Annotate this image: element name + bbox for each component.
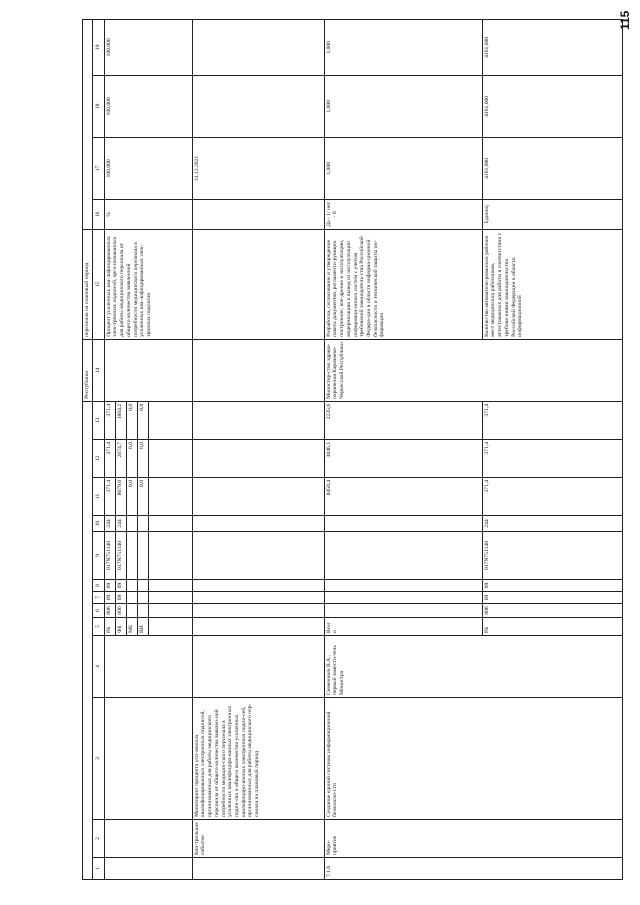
section-code: 09 xyxy=(482,592,622,604)
amount-2021: 0,0 xyxy=(126,478,137,516)
value-19: 1,000 xyxy=(324,19,482,75)
row-name: Мониторинг процента уси-ленных квалифицированных электронных подписей, организованных для работы медицинского персонала от общего количества заявлен-ной потребности медицин-ского персонала в усиленных квалифициро-ванных электронных подпи-сях и общего количества усиленных квалифициро-ванных электронных подпи-сей, организованных для работы медицинского пер-сонала на плановый период xyxy=(192,698,324,820)
column-number: 17 xyxy=(92,137,104,199)
measures-table xyxy=(82,19,623,880)
amount-2023: 0,0 xyxy=(126,401,137,439)
row-type: Меро-приятие xyxy=(324,820,622,858)
indicator-text: Разработка, согласование и утверждение пакета документов, регламенти-рующих построение, вне-дрение в эксплуатацию, модернизацию и вывод из эксплуатации информаци-онных систем с учетом требований законодатель-ства Российской Федера-ции в области информа-ционной безопасности и технической защиты ин-формации xyxy=(324,229,482,339)
source-cell: РБ xyxy=(482,618,622,636)
amount-2023: 0,0 xyxy=(137,401,148,439)
column-number: 16 xyxy=(92,199,104,229)
grbs-code: 806 xyxy=(104,604,115,618)
value-17: 4161,000 xyxy=(482,137,622,199)
column-number: 14 xyxy=(92,339,104,401)
column-number: 7 xyxy=(92,592,104,604)
amount-2022: 3046,1 xyxy=(324,440,482,478)
source-cell: ФБ xyxy=(115,618,126,636)
amount-2023: 371,4 xyxy=(482,401,622,439)
value-18: 1,000 xyxy=(324,75,482,137)
amount-2022: 2674,7 xyxy=(115,440,126,478)
expense-type-code: 244 xyxy=(115,516,126,532)
amount-2022: 0,0 xyxy=(137,440,148,478)
subsection-code: 09 xyxy=(104,580,115,592)
amount-2021: 8079,0 xyxy=(115,478,126,516)
column-number: 12 xyxy=(92,440,104,478)
value-17: 1,000 xyxy=(324,137,482,199)
amount-2023: 1864,2 xyxy=(115,401,126,439)
column-number: 18 xyxy=(92,75,104,137)
top-fragment-row xyxy=(83,19,93,879)
value-18: 100,000 xyxy=(104,75,192,137)
section-code: 09 xyxy=(115,592,126,604)
column-number: 4 xyxy=(92,636,104,698)
source-cell: Всего xyxy=(324,618,482,636)
target-article-code: 017N751140 xyxy=(482,532,622,580)
source-cell: ВИ xyxy=(137,618,148,636)
amount-2023: 2235,6 xyxy=(324,401,482,439)
amount-2021: 371,4 xyxy=(104,478,115,516)
column-number: 10 xyxy=(92,516,104,532)
amount-2022: 371,4 xyxy=(482,440,622,478)
column-number: 5 xyxy=(92,618,104,636)
value-18: 4161,000 xyxy=(482,75,622,137)
amount-2021: 8450,4 xyxy=(324,478,482,516)
source-cell: РБ xyxy=(104,618,115,636)
amount-2021: 0,0 xyxy=(137,478,148,516)
subsection-code: 09 xyxy=(115,580,126,592)
section-code: 09 xyxy=(104,592,115,604)
rotated-table-stage xyxy=(82,20,612,880)
target-article-code: 017N751140 xyxy=(104,532,115,580)
column-number: 1 xyxy=(92,858,104,880)
target-article-code: 017N751140 xyxy=(115,532,126,580)
amount-2021: 371,4 xyxy=(482,478,622,516)
row-name: Создание единой системы информационной безопасно-сти xyxy=(324,698,622,820)
fragment-col14: Республики xyxy=(83,339,93,401)
column-number: 6 xyxy=(92,604,104,618)
funding-row-rb xyxy=(104,19,115,879)
executor: Министер-ство здраво-охранения Карачаево-Черкесской Республики xyxy=(324,339,622,401)
column-numbers-row xyxy=(92,19,104,879)
value-19: 100,000 xyxy=(104,19,192,75)
amount-2022: 0,0 xyxy=(126,440,137,478)
grbs-code: 806 xyxy=(115,604,126,618)
column-number: 3 xyxy=(92,698,104,820)
responsible-person: Семенович В.А., первый замести-тель Министра xyxy=(324,636,622,698)
fragment-col15: персонала на плановый период xyxy=(83,229,93,339)
control-event-row xyxy=(192,19,324,879)
row-number xyxy=(192,858,324,880)
source-cell: МБ xyxy=(126,618,137,636)
row-type: Кон-трольное событие xyxy=(192,820,324,858)
column-number: 9 xyxy=(92,532,104,580)
grbs-code: 806 xyxy=(482,604,622,618)
column-number: 8 xyxy=(92,580,104,592)
page-number: 115 xyxy=(618,10,632,30)
column-number: 15 xyxy=(92,229,104,339)
subsection-code: 09 xyxy=(482,580,622,592)
column-number: 11 xyxy=(92,478,104,516)
unit-cell: % xyxy=(104,199,192,229)
measure-total-row xyxy=(324,19,482,879)
expense-type-code: 244 xyxy=(104,516,115,532)
value-19: 4161,000 xyxy=(482,19,622,75)
column-number: 13 xyxy=(92,401,104,439)
unit-cell: Да - 1/ нет - 0 xyxy=(324,199,482,229)
expense-type-code: 244 xyxy=(482,516,622,532)
column-number: 2 xyxy=(92,820,104,858)
indicator-text: Процент усиленных ква-лифицированных элек-тронных подписей, орга-низованных для работы медицинского персонала от общего количества заявленной потребности медицинского персонала в усиленных ква-лифицированных элек-тронных подписях xyxy=(104,229,192,339)
unit-cell: Единиц xyxy=(482,199,622,229)
amount-2022: 371,4 xyxy=(104,440,115,478)
row-number: 7.1.6 xyxy=(324,858,622,880)
indicator-text: Количество автоматизи-рованных рабочих мест медицинских работников, аттестованных для работы в соответствии с требова-ниями законодательства Российской Федерации в области информационной xyxy=(482,229,622,339)
control-date: 31.12.2021 xyxy=(192,137,324,199)
value-17: 100,000 xyxy=(104,137,192,199)
column-number: 19 xyxy=(92,19,104,75)
amount-2023: 371,4 xyxy=(104,401,115,439)
